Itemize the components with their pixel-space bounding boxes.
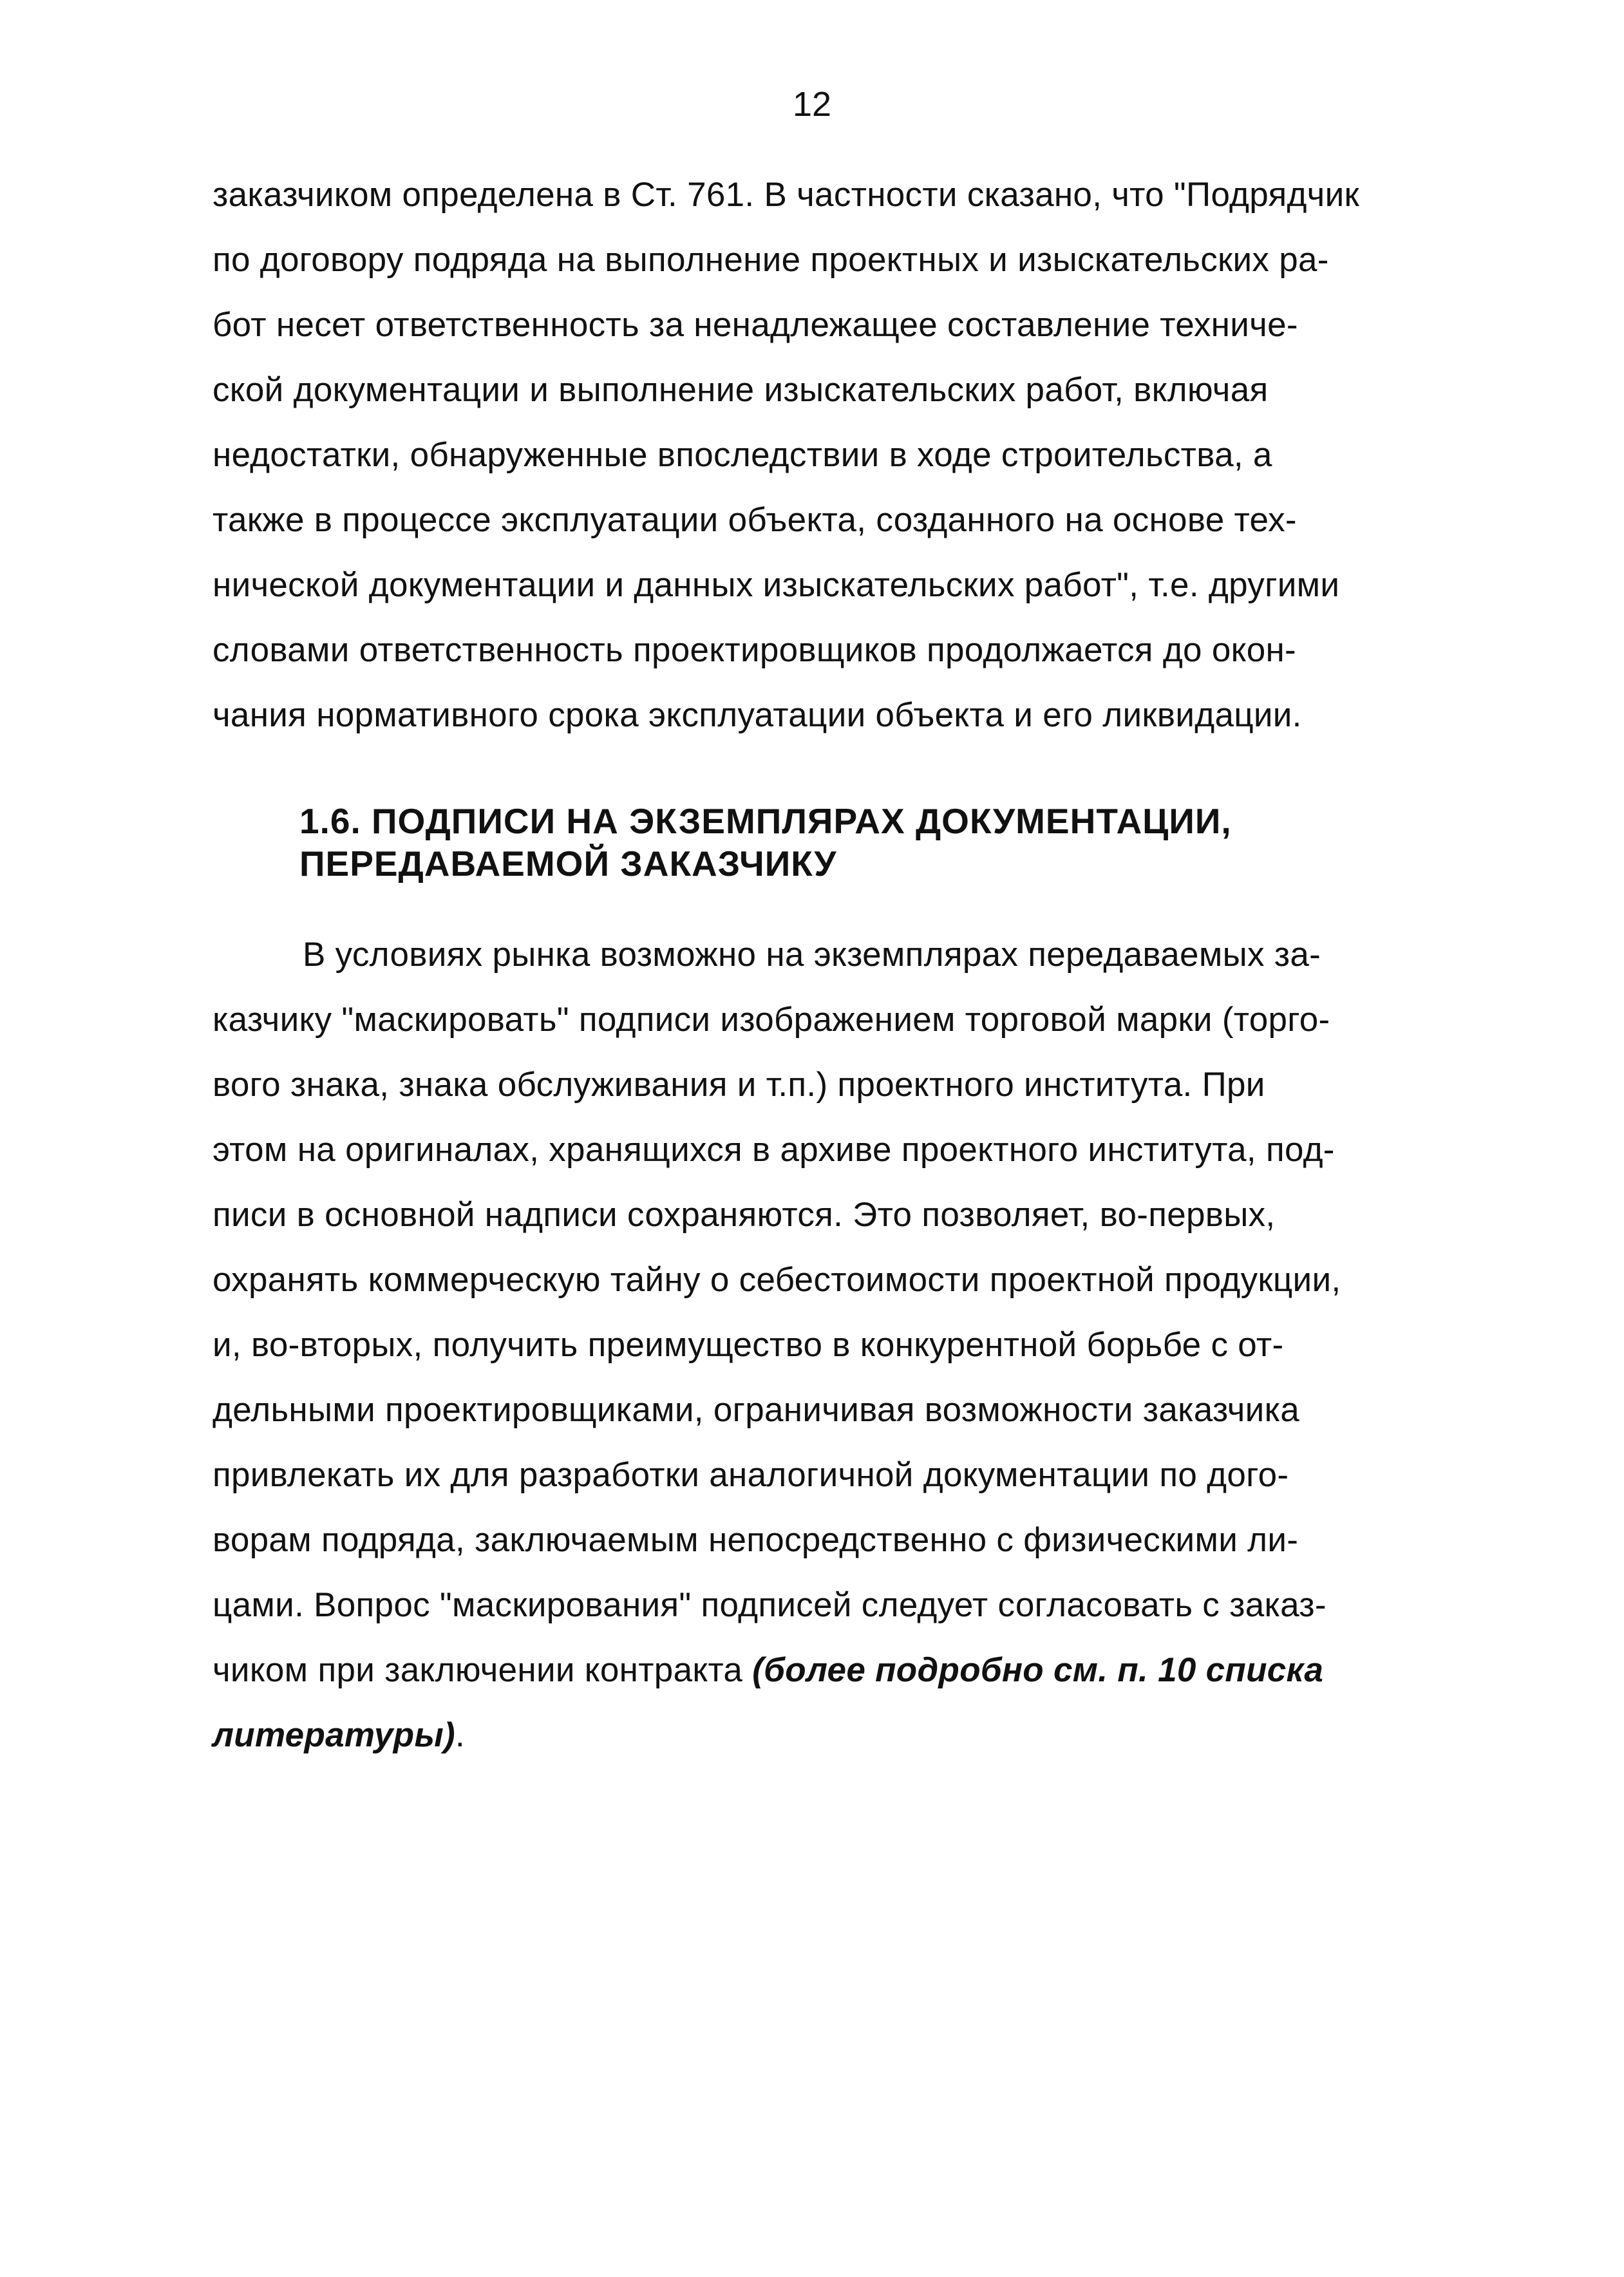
text-line: писи в основной надписи сохраняются. Это позволяет, во-первых, [212,1196,1276,1234]
text-segment: . [455,1716,465,1754]
page-number: 12 [792,85,832,124]
text-line: ской документации и выполнение изыскательских работ, включая [212,371,1269,409]
text-line: чания нормативного срока эксплуатации объекта и его ликвидации. [212,696,1302,734]
paragraph-liability [212,162,1449,748]
text-line: казчику "маскировать" подписи изображением торговой марки (торго- [212,1001,1330,1039]
section-heading [299,800,1232,885]
paragraph-signatures [212,922,1449,1768]
text-line [212,1703,1449,1768]
emphasis-text: (более подробно см. п. 10 списка [752,1651,1324,1689]
text-line: дельными проектировщиками, ограничивая возможности заказчика [212,1391,1300,1429]
text-line: по договору подряда на выполнение проектных и изыскательских ра- [212,241,1329,279]
heading-line: 1.6. ПОДПИСИ НА ЭКЗЕМПЛЯРАХ ДОКУМЕНТАЦИИ, [299,801,1232,841]
text-line: и, во-вторых, получить преимущество в конкурентной борьбе с от- [212,1326,1284,1364]
text-line: заказчиком определена в Ст. 761. В частности сказано, что "Подрядчик [212,176,1359,214]
text-line: вого знака, знака обслуживания и т.п.) проектного института. При [212,1066,1265,1104]
text-line: бот несет ответственность за ненадлежащее составление техниче- [212,306,1298,344]
text-line: цами. Вопрос "маскирования" подписей следует согласовать с заказ- [212,1586,1327,1624]
text-line: этом на оригиналах, хранящихся в архиве проектного института, под- [212,1131,1335,1169]
text-line [212,1638,1449,1703]
text-line: В условиях рынка возможно на экземплярах передаваемых за- [303,936,1321,974]
text-line: привлекать их для разработки аналогичной документации по дого- [212,1456,1289,1494]
text-line: словами ответственность проектировщиков продолжается до окон- [212,631,1297,669]
text-segment: чиком при заключении контракта [212,1651,753,1689]
emphasis-text: литературы) [212,1716,455,1754]
text-line: нической документации и данных изыскательских работ", т.е. другими [212,566,1340,604]
text-line: недостатки, обнаруженные впоследствии в ходе строительства, а [212,436,1272,474]
text-line: также в процессе эксплуатации объекта, созданного на основе тех- [212,501,1297,539]
text-line: охранять коммерческую тайну о себестоимости проектной продукции, [212,1261,1341,1299]
text-line: ворам подряда, заключаемым непосредственно с физическими ли- [212,1521,1299,1559]
heading-line: ПЕРЕДАВАЕМОЙ ЗАКАЗЧИКУ [299,844,837,883]
